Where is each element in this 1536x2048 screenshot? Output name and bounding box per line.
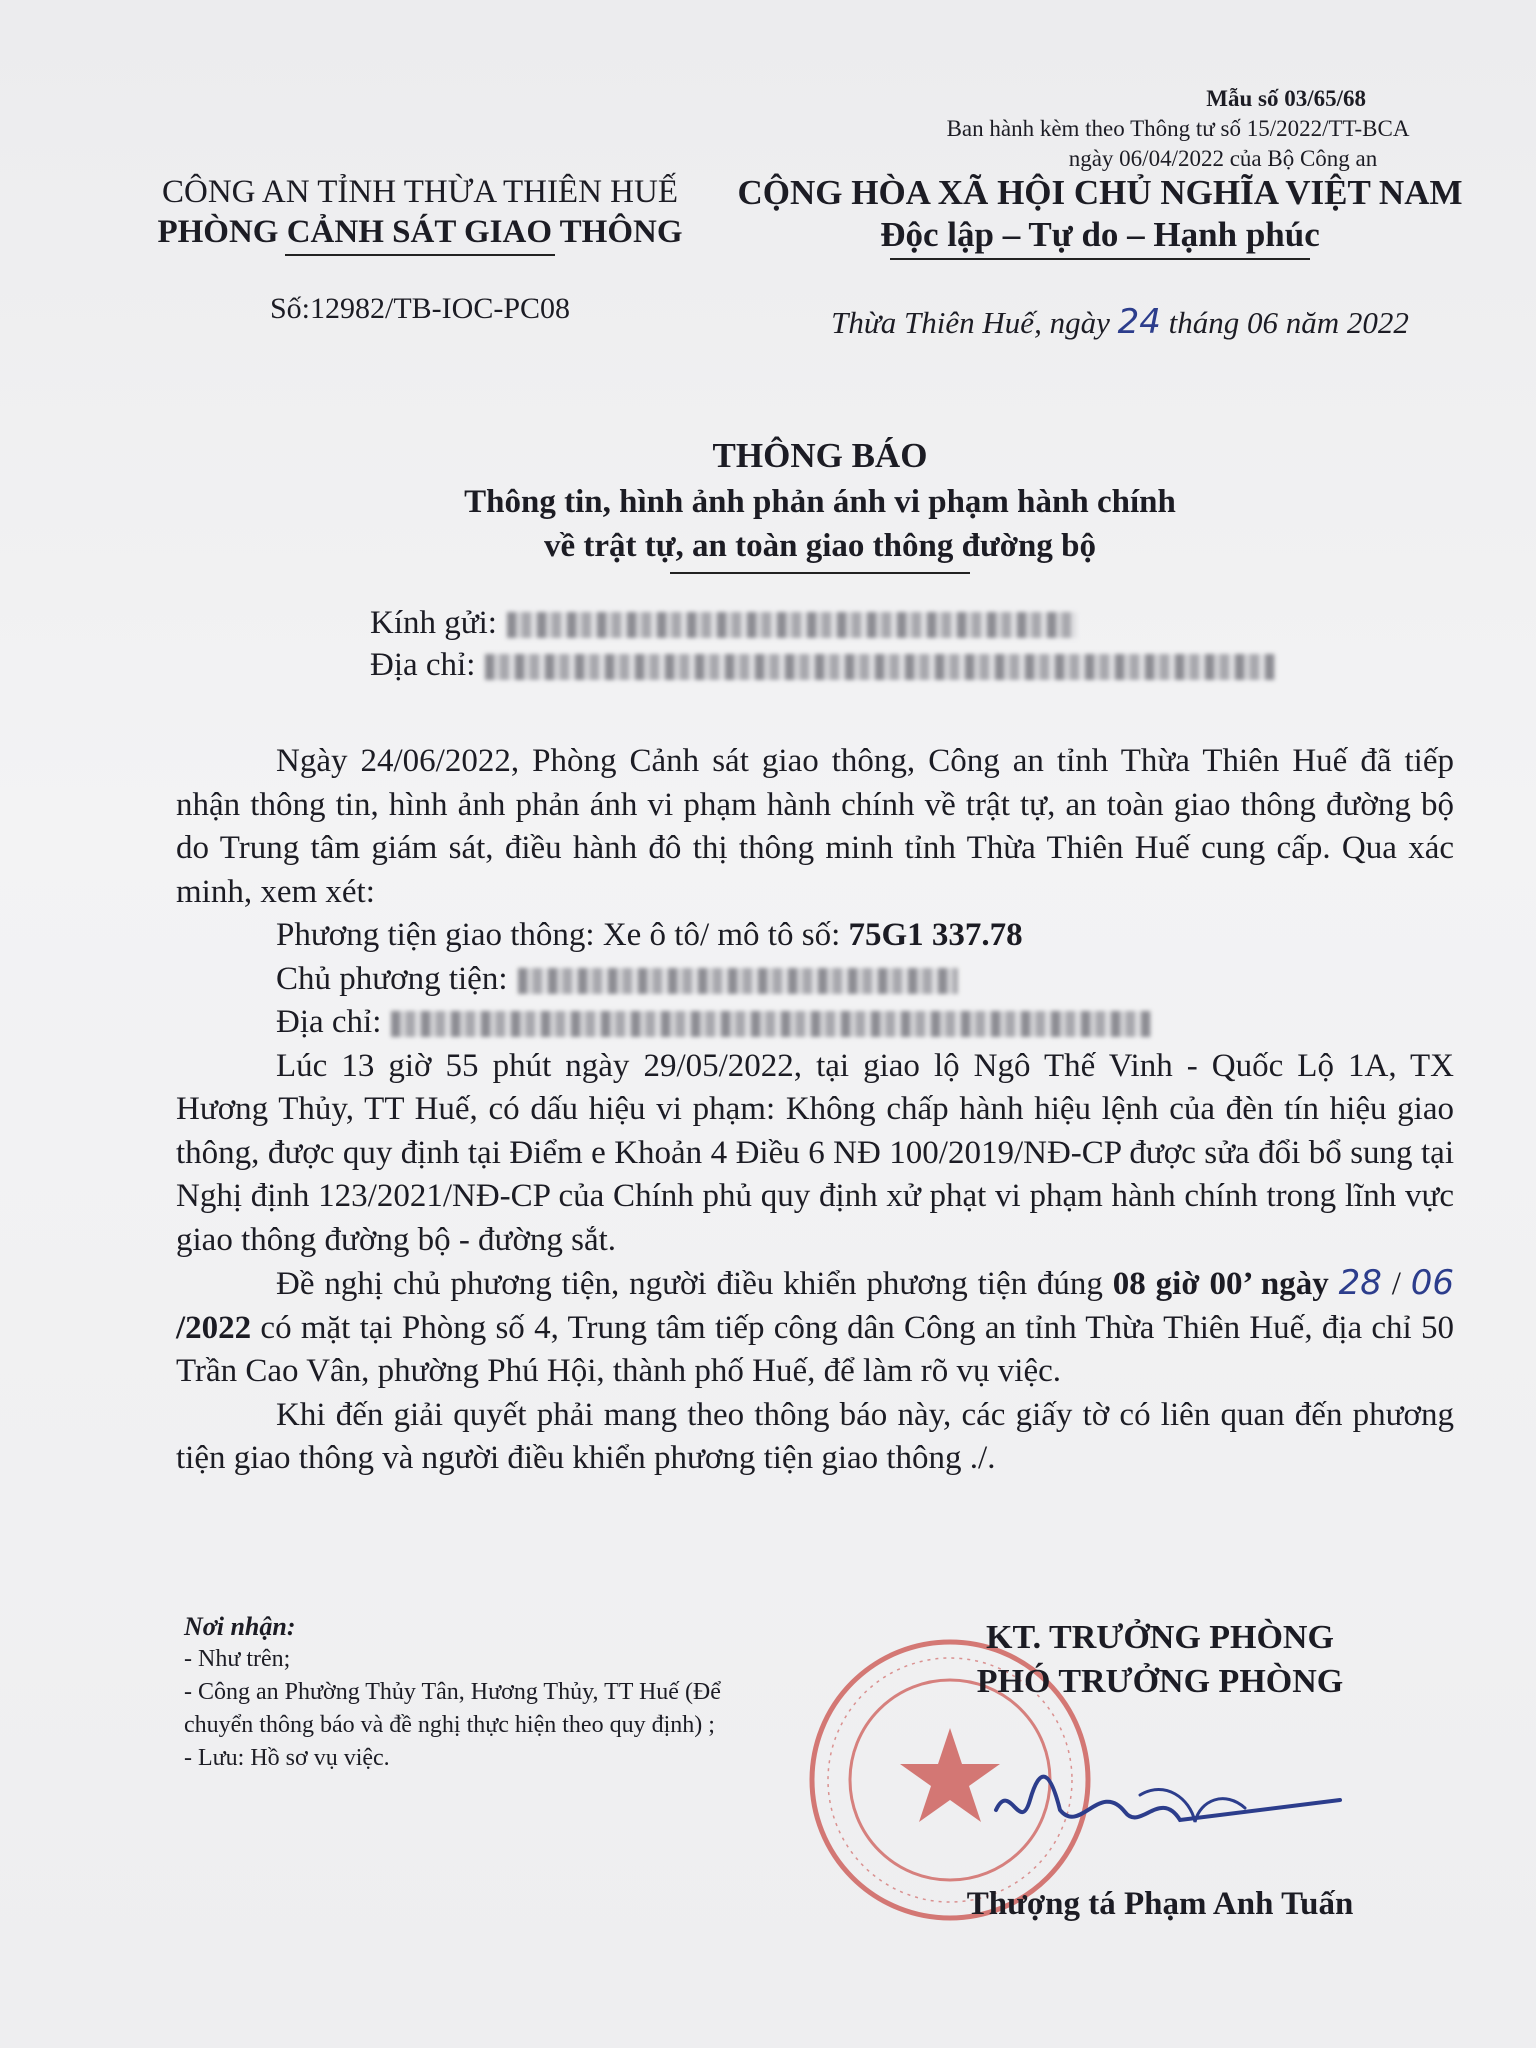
redacted-recipient-address	[485, 654, 1275, 680]
paragraph-request: Đề nghị chủ phương tiện, người điều khiển phương tiện đúng 08 giờ 00’ ngày 28 / 06 /2022 có mặt tại Phòng số 4, Trung tâm tiếp công dân Công an tỉnh Thừa Thiên Huế, địa chỉ 50 Trần Cao Vân, phường Phú Hội, thành phố Huế, để làm rõ vụ việc.	[176, 1263, 1455, 1389]
recipients-heading: Nơi nhận:	[184, 1612, 296, 1641]
recipient-address-line	[370, 644, 1275, 686]
owner-line	[176, 958, 1454, 1002]
nation-motto: Độc lập – Tự do – Hạnh phúc	[880, 215, 1320, 254]
date-suffix: tháng 06 năm 2022	[1160, 305, 1409, 340]
handwritten-appointment-month: 06	[1410, 1263, 1455, 1303]
request-post: có mặt tại Phòng số 4, Trung tâm tiếp công dân Công an tỉnh Thừa Thiên Huế, địa chỉ 50 Trần Cao Vân, phường Phú Hội, thành phố Huế, để làm rõ vụ việc.	[176, 1309, 1454, 1389]
signer-name: Thượng tá Phạm Anh Tuấn	[966, 1886, 1354, 1922]
handwritten-day: 24	[1117, 302, 1161, 342]
redacted-recipient-name	[507, 612, 1077, 638]
document-title	[180, 432, 1460, 574]
signature-line-2: PHÓ TRƯỞNG PHÒNG	[976, 1663, 1344, 1700]
paragraph-bring-documents: Khi đến giải quyết phải mang theo thông báo này, các giấy tờ có liên quan đến phương tiện giao thông và người điều khiển phương tiện giao thông ./.	[176, 1396, 1454, 1476]
recipient-item: - Lưu: Hồ sơ vụ việc.	[184, 1745, 390, 1771]
motto-underline	[890, 258, 1310, 260]
signature-line-1: KT. TRƯỞNG PHÒNG	[986, 1619, 1334, 1656]
address-label: Địa chỉ:	[370, 647, 476, 683]
issued-date: ngày 06/04/2022 của Bộ Công an	[1068, 146, 1378, 171]
notice-body	[176, 740, 1454, 1481]
owner-address-label: Địa chỉ:	[276, 1004, 382, 1040]
redacted-owner-name	[518, 968, 958, 994]
request-year: /2022	[176, 1309, 252, 1346]
title-main: THÔNG BÁO	[712, 436, 928, 475]
agency-underline	[285, 254, 555, 256]
agency-unit: PHÒNG CẢNH SÁT GIAO THÔNG	[157, 214, 683, 250]
form-reference	[898, 84, 1458, 174]
title-underline	[670, 572, 970, 574]
issue-date-line	[770, 302, 1470, 342]
title-line-3: về trật tự, an toàn giao thông đường bộ	[543, 528, 1096, 564]
title-line-2: Thông tin, hình ảnh phản ánh vi phạm hành chính	[464, 484, 1176, 520]
request-pre: Đề nghị chủ phương tiện, người điều khiển phương tiện đúng	[276, 1266, 1113, 1302]
handwritten-signature	[990, 1740, 1350, 1860]
agency-parent: CÔNG AN TỈNH THỪA THIÊN HUẾ	[161, 174, 678, 210]
agency-header	[120, 172, 720, 256]
document-number: Số:12982/TB-IOC-PC08	[269, 292, 571, 325]
recipient-item: - Như trên;	[184, 1646, 291, 1672]
vehicle-line	[176, 914, 1454, 958]
recipients-list	[184, 1610, 784, 1775]
request-time: 08 giờ 00’ ngày	[1112, 1266, 1329, 1302]
issued-with: Ban hành kèm theo Thông tư số 15/2022/TT-BCA	[946, 116, 1410, 141]
form-number: Mẫu số 03/65/68	[1206, 86, 1366, 111]
recipient-line	[370, 602, 1275, 644]
vehicle-label: Phương tiện giao thông: Xe ô tô/ mô tô số:	[276, 917, 849, 953]
redacted-owner-address	[391, 1011, 1151, 1037]
nation-header	[730, 172, 1470, 260]
handwritten-appointment-day: 28	[1338, 1263, 1382, 1303]
recipient-block	[370, 602, 1275, 686]
signature-title-block	[860, 1616, 1460, 1704]
owner-address-line	[176, 1001, 1454, 1045]
owner-label: Chủ phương tiện:	[276, 960, 508, 997]
date-prefix: Thừa Thiên Huế, ngày	[831, 305, 1118, 340]
vehicle-plate: 75G1 337.78	[848, 917, 1023, 953]
paragraph-intro: Ngày 24/06/2022, Phòng Cảnh sát giao thông, Công an tỉnh Thừa Thiên Huế đã tiếp nhận thông tin, hình ảnh phản ánh vi phạm hành chính về trật tự, an toàn giao thông đường bộ do Trung tâm giám sát, điều hành đô thị thông minh tỉnh Thừa Thiên Huế cung cấp. Qua xác minh, xem xét:	[176, 743, 1454, 910]
nation-name: CỘNG HÒA XÃ HỘI CHỦ NGHĨA VIỆT NAM	[737, 173, 1463, 212]
to-label: Kính gửi:	[370, 605, 497, 641]
paragraph-violation: Lúc 13 giờ 55 phút ngày 29/05/2022, tại giao lộ Ngô Thế Vinh - Quốc Lộ 1A, TX Hương Thủy, TT Huế, có dấu hiệu vi phạm: Không chấp hành hiệu lệnh của đèn tín hiệu giao thông, được quy định tại Điểm e Khoản 4 Điều 6 NĐ 100/2019/NĐ-CP được sửa đổi bổ sung tại Nghị định 123/2021/NĐ-CP của Chính phủ quy định xử phạt vi phạm hành chính trong lĩnh vực giao thông đường bộ - đường sắt.	[176, 1047, 1454, 1258]
recipient-item: - Công an Phường Thủy Tân, Hương Thủy, TT Huế (Để chuyển thông báo và đề nghị thực hiện theo quy định) ;	[184, 1679, 721, 1738]
